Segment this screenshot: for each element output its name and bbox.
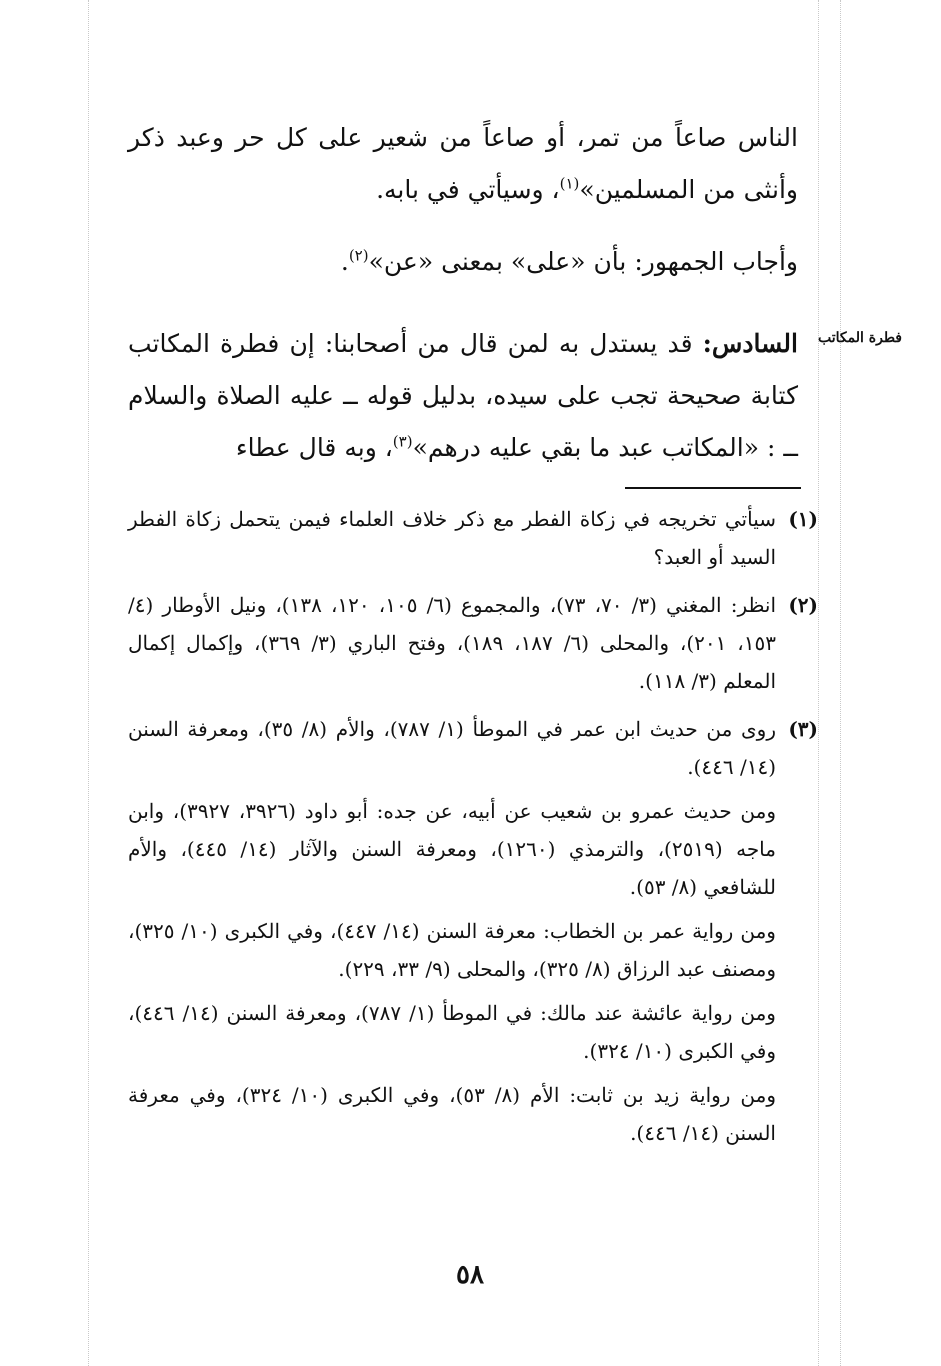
footnote-paragraph: ومن رواية عائشة عند مالك: في الموطأ (١/ ٧٨٧)، ومعرفة السنن (١٤/ ٤٤٦)، وفي الكبرى (١٠/ ٣٢٤). <box>128 1001 776 1063</box>
paragraph-text: . <box>340 247 349 276</box>
paragraph-text: وأجاب الجمهور: بأن «على» بمعنى «عن» <box>368 247 798 276</box>
paragraph-text: ، وبه قال عطاء <box>235 433 393 462</box>
footnote-paragraph: سيأتي تخريجه في زكاة الفطر مع ذكر خلاف العلماء فيمن يتحمل زكاة الفطر السيد أو العبد؟ <box>128 507 776 569</box>
scan-guide-line <box>840 0 841 1366</box>
footnote-number: (١) <box>788 507 818 531</box>
main-paragraph-3 <box>128 318 798 474</box>
main-paragraph-2 <box>128 236 798 288</box>
footnote-ref-1[interactable]: (١) <box>559 174 580 193</box>
section-lead: السادس: <box>702 329 798 358</box>
paragraph-text: ، وسيأتي في بابه. <box>376 175 560 204</box>
margin-note: فطرة المكاتب <box>818 330 902 346</box>
paragraph-text: قد يستدل به لمن قال من أصحابنا: إن فطرة المكاتب كتابة صحيحة تجب على سيده، بدليل قوله ــ عليه الصلاة والسلام ــ : «المكاتب عبد ما بقي عليه درهم» <box>128 329 798 462</box>
footnote-paragraph: ومن حديث عمرو بن شعيب عن أبيه، عن جده: أبو داود (٣٩٢٦، ٣٩٢٧)، وابن ماجه (٢٥١٩)، والترمذي (١٢٦٠)، ومعرفة السنن والآثار (١٤/ ٤٤٥)، والأم للشافعي (٨/ ٥٣). <box>128 799 777 899</box>
footnote <box>128 710 818 1158</box>
footnote-text <box>128 710 776 1158</box>
footnote-paragraph: روى من حديث ابن عمر في الموطأ (١/ ٧٨٧)، والأم (٨/ ٣٥)، ومعرفة السنن (١٤/ ٤٤٦). <box>128 717 776 779</box>
scan-guide-line <box>818 0 819 1366</box>
footnote-ref-2[interactable]: (٢) <box>348 246 369 265</box>
footnote-paragraph: انظر: المغني (٣/ ٧٠، ٧٣)، والمجموع (٦/ ١٠٥، ١٢٠، ١٣٨)، ونيل الأوطار (٤/ ١٥٣، ٢٠١)، والمحلى (٦/ ١٨٧، ١٨٩)، وفتح الباري (٣/ ٣٦٩)، وإكمال إكمال المعلم (٣/ ١١٨). <box>128 593 777 693</box>
footnote-paragraph: ومن رواية زيد بن ثابت: الأم (٨/ ٥٣)، وفي الكبرى (١٠/ ٣٢٤)، وفي معرفة السنن (١٤/ ٤٤٦). <box>128 1083 776 1145</box>
footnote-separator <box>625 487 801 489</box>
main-paragraph-1 <box>128 112 798 216</box>
paragraph-text: الناس صاعاً من تمر، أو صاعاً من شعير على كل حر وعبد ذكر وأنثى من المسلمين» <box>128 123 798 204</box>
footnote-text <box>128 500 776 582</box>
footnote <box>128 586 818 706</box>
footnotes <box>128 500 818 1162</box>
footnote-ref-3[interactable]: (٣) <box>392 432 413 451</box>
footnote-number: (٢) <box>788 593 818 617</box>
footnote <box>128 500 818 582</box>
footnote-number: (٣) <box>788 717 818 741</box>
footnote-paragraph: ومن رواية عمر بن الخطاب: معرفة السنن (١٤/ ٤٤٧)، وفي الكبرى (١٠/ ٣٢٥)، ومصنف عبد الرزاق (٨/ ٣٢٥)، والمحلى (٩/ ٣٣، ٢٢٩). <box>128 919 776 981</box>
scan-guide-line <box>88 0 89 1366</box>
page-number: ٥٨ <box>456 1260 484 1290</box>
footnote-text <box>128 586 776 706</box>
